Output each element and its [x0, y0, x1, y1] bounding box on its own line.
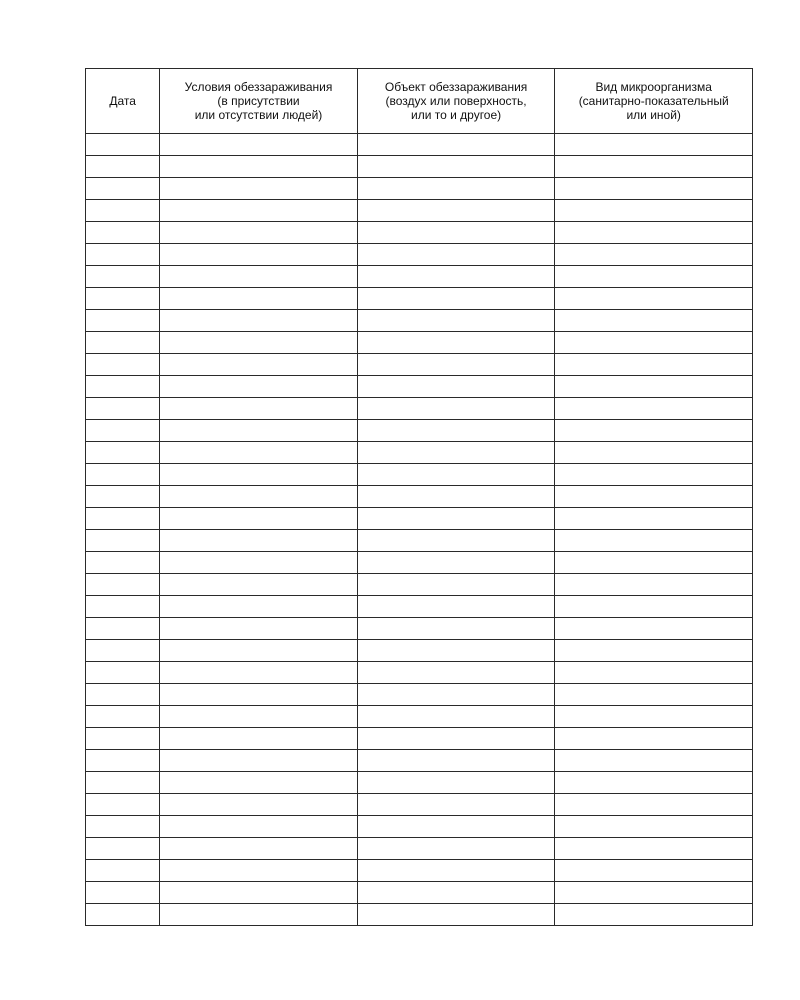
table-row — [86, 376, 753, 398]
microorganism-cell[interactable] — [555, 376, 753, 398]
microorganism-cell[interactable] — [555, 486, 753, 508]
conditions-cell[interactable] — [160, 288, 358, 310]
microorganism-cell[interactable] — [555, 420, 753, 442]
date-cell[interactable] — [86, 178, 160, 200]
object-cell[interactable] — [357, 508, 555, 530]
conditions-cell[interactable] — [160, 332, 358, 354]
conditions-cell[interactable] — [160, 618, 358, 640]
disinfection-log-table — [85, 68, 753, 926]
table-row — [86, 530, 753, 552]
object-cell[interactable] — [357, 310, 555, 332]
microorganism-cell[interactable] — [555, 552, 753, 574]
conditions-cell[interactable] — [160, 860, 358, 882]
conditions-cell[interactable] — [160, 464, 358, 486]
table-row — [86, 464, 753, 486]
table-row — [86, 662, 753, 684]
date-cell[interactable] — [86, 618, 160, 640]
microorganism-cell[interactable] — [555, 266, 753, 288]
microorganism-cell[interactable] — [555, 574, 753, 596]
table-row — [86, 860, 753, 882]
table-row — [86, 288, 753, 310]
date-cell[interactable] — [86, 376, 160, 398]
microorganism-cell[interactable] — [555, 222, 753, 244]
table-row — [86, 750, 753, 772]
object-cell[interactable] — [357, 838, 555, 860]
date-cell[interactable] — [86, 354, 160, 376]
microorganism-cell[interactable] — [555, 244, 753, 266]
microorganism-cell[interactable] — [555, 794, 753, 816]
object-cell[interactable] — [357, 662, 555, 684]
date-cell[interactable] — [86, 222, 160, 244]
conditions-cell[interactable] — [160, 354, 358, 376]
microorganism-cell[interactable] — [555, 596, 753, 618]
date-cell[interactable] — [86, 464, 160, 486]
object-cell[interactable] — [357, 684, 555, 706]
table-header — [86, 69, 753, 134]
microorganism-cell[interactable] — [555, 706, 753, 728]
conditions-cell[interactable] — [160, 662, 358, 684]
object-cell[interactable] — [357, 354, 555, 376]
conditions-cell[interactable] — [160, 442, 358, 464]
header-date: Дата — [86, 69, 160, 134]
microorganism-cell[interactable] — [555, 134, 753, 156]
conditions-cell[interactable] — [160, 420, 358, 442]
object-cell[interactable] — [357, 772, 555, 794]
object-cell[interactable] — [357, 420, 555, 442]
microorganism-cell[interactable] — [555, 618, 753, 640]
date-cell[interactable] — [86, 486, 160, 508]
table-row — [86, 156, 753, 178]
object-cell[interactable] — [357, 706, 555, 728]
microorganism-cell[interactable] — [555, 684, 753, 706]
object-cell[interactable] — [357, 442, 555, 464]
microorganism-cell[interactable] — [555, 662, 753, 684]
conditions-cell[interactable] — [160, 750, 358, 772]
table-row — [86, 178, 753, 200]
conditions-cell[interactable] — [160, 794, 358, 816]
date-cell[interactable] — [86, 816, 160, 838]
object-cell[interactable] — [357, 882, 555, 904]
date-cell[interactable] — [86, 420, 160, 442]
microorganism-cell[interactable] — [555, 904, 753, 926]
conditions-cell[interactable] — [160, 552, 358, 574]
conditions-cell[interactable] — [160, 596, 358, 618]
date-cell[interactable] — [86, 574, 160, 596]
table-row — [86, 728, 753, 750]
date-cell[interactable] — [86, 882, 160, 904]
table-row — [86, 354, 753, 376]
microorganism-cell[interactable] — [555, 398, 753, 420]
table-row — [86, 398, 753, 420]
date-cell[interactable] — [86, 684, 160, 706]
date-cell[interactable] — [86, 134, 160, 156]
microorganism-cell[interactable] — [555, 288, 753, 310]
table-body — [86, 134, 753, 926]
object-cell[interactable] — [357, 860, 555, 882]
table-row — [86, 706, 753, 728]
microorganism-cell[interactable] — [555, 530, 753, 552]
table-row — [86, 640, 753, 662]
date-cell[interactable] — [86, 442, 160, 464]
date-cell[interactable] — [86, 200, 160, 222]
conditions-cell[interactable] — [160, 244, 358, 266]
table-row — [86, 816, 753, 838]
conditions-cell[interactable] — [160, 156, 358, 178]
date-cell[interactable] — [86, 398, 160, 420]
table-row — [86, 222, 753, 244]
microorganism-cell[interactable] — [555, 464, 753, 486]
microorganism-cell[interactable] — [555, 156, 753, 178]
microorganism-cell[interactable] — [555, 860, 753, 882]
table-row — [86, 882, 753, 904]
date-cell[interactable] — [86, 794, 160, 816]
table-row — [86, 134, 753, 156]
table-row — [86, 486, 753, 508]
object-cell[interactable] — [357, 200, 555, 222]
conditions-cell[interactable] — [160, 816, 358, 838]
conditions-cell[interactable] — [160, 310, 358, 332]
conditions-cell[interactable] — [160, 882, 358, 904]
conditions-cell[interactable] — [160, 222, 358, 244]
conditions-cell[interactable] — [160, 398, 358, 420]
table-row — [86, 838, 753, 860]
table-row — [86, 596, 753, 618]
object-cell[interactable] — [357, 398, 555, 420]
object-cell[interactable] — [357, 464, 555, 486]
table-row — [86, 420, 753, 442]
microorganism-cell[interactable] — [555, 728, 753, 750]
microorganism-cell[interactable] — [555, 200, 753, 222]
microorganism-cell[interactable] — [555, 442, 753, 464]
table-row — [86, 552, 753, 574]
microorganism-cell[interactable] — [555, 750, 753, 772]
date-cell[interactable] — [86, 662, 160, 684]
header-disinfection-conditions: Условия обеззараживания (в присутствии или отсутствии людей) — [160, 69, 358, 134]
object-cell[interactable] — [357, 530, 555, 552]
date-cell[interactable] — [86, 156, 160, 178]
object-cell[interactable] — [357, 156, 555, 178]
object-cell[interactable] — [357, 222, 555, 244]
table-row — [86, 244, 753, 266]
table-row — [86, 508, 753, 530]
date-cell[interactable] — [86, 772, 160, 794]
header-row — [86, 69, 753, 134]
object-cell[interactable] — [357, 904, 555, 926]
object-cell[interactable] — [357, 552, 555, 574]
header-disinfection-object: Объект обеззараживания (воздух или поверхность, или то и другое) — [357, 69, 555, 134]
table-row — [86, 574, 753, 596]
microorganism-cell[interactable] — [555, 354, 753, 376]
microorganism-cell[interactable] — [555, 882, 753, 904]
date-cell[interactable] — [86, 508, 160, 530]
object-cell[interactable] — [357, 376, 555, 398]
table-row — [86, 904, 753, 926]
table-row — [86, 332, 753, 354]
date-cell[interactable] — [86, 706, 160, 728]
conditions-cell[interactable] — [160, 530, 358, 552]
conditions-cell[interactable] — [160, 200, 358, 222]
date-cell[interactable] — [86, 266, 160, 288]
object-cell[interactable] — [357, 618, 555, 640]
table-row — [86, 200, 753, 222]
conditions-cell[interactable] — [160, 772, 358, 794]
date-cell[interactable] — [86, 310, 160, 332]
date-cell[interactable] — [86, 596, 160, 618]
object-cell[interactable] — [357, 288, 555, 310]
microorganism-cell[interactable] — [555, 508, 753, 530]
conditions-cell[interactable] — [160, 904, 358, 926]
date-cell[interactable] — [86, 244, 160, 266]
object-cell[interactable] — [357, 178, 555, 200]
table-row — [86, 772, 753, 794]
object-cell[interactable] — [357, 134, 555, 156]
conditions-cell[interactable] — [160, 640, 358, 662]
conditions-cell[interactable] — [160, 508, 358, 530]
microorganism-cell[interactable] — [555, 816, 753, 838]
date-cell[interactable] — [86, 860, 160, 882]
header-microorganism-type: Вид микроорганизма (санитарно-показательный или иной) — [555, 69, 753, 134]
date-cell[interactable] — [86, 640, 160, 662]
microorganism-cell[interactable] — [555, 178, 753, 200]
date-cell[interactable] — [86, 728, 160, 750]
table-row — [86, 794, 753, 816]
date-cell[interactable] — [86, 838, 160, 860]
object-cell[interactable] — [357, 728, 555, 750]
conditions-cell[interactable] — [160, 706, 358, 728]
date-cell[interactable] — [86, 288, 160, 310]
date-cell[interactable] — [86, 904, 160, 926]
date-cell[interactable] — [86, 332, 160, 354]
table-row — [86, 618, 753, 640]
date-cell[interactable] — [86, 552, 160, 574]
microorganism-cell[interactable] — [555, 310, 753, 332]
conditions-cell[interactable] — [160, 486, 358, 508]
table-row — [86, 310, 753, 332]
object-cell[interactable] — [357, 750, 555, 772]
object-cell[interactable] — [357, 816, 555, 838]
table-row — [86, 266, 753, 288]
object-cell[interactable] — [357, 486, 555, 508]
conditions-cell[interactable] — [160, 178, 358, 200]
conditions-cell[interactable] — [160, 266, 358, 288]
conditions-cell[interactable] — [160, 134, 358, 156]
table-row — [86, 684, 753, 706]
conditions-cell[interactable] — [160, 838, 358, 860]
microorganism-cell[interactable] — [555, 772, 753, 794]
object-cell[interactable] — [357, 596, 555, 618]
object-cell[interactable] — [357, 640, 555, 662]
microorganism-cell[interactable] — [555, 640, 753, 662]
object-cell[interactable] — [357, 266, 555, 288]
object-cell[interactable] — [357, 244, 555, 266]
table-row — [86, 442, 753, 464]
date-cell[interactable] — [86, 530, 160, 552]
conditions-cell[interactable] — [160, 574, 358, 596]
object-cell[interactable] — [357, 574, 555, 596]
conditions-cell[interactable] — [160, 376, 358, 398]
microorganism-cell[interactable] — [555, 838, 753, 860]
conditions-cell[interactable] — [160, 684, 358, 706]
microorganism-cell[interactable] — [555, 332, 753, 354]
date-cell[interactable] — [86, 750, 160, 772]
conditions-cell[interactable] — [160, 728, 358, 750]
object-cell[interactable] — [357, 794, 555, 816]
object-cell[interactable] — [357, 332, 555, 354]
